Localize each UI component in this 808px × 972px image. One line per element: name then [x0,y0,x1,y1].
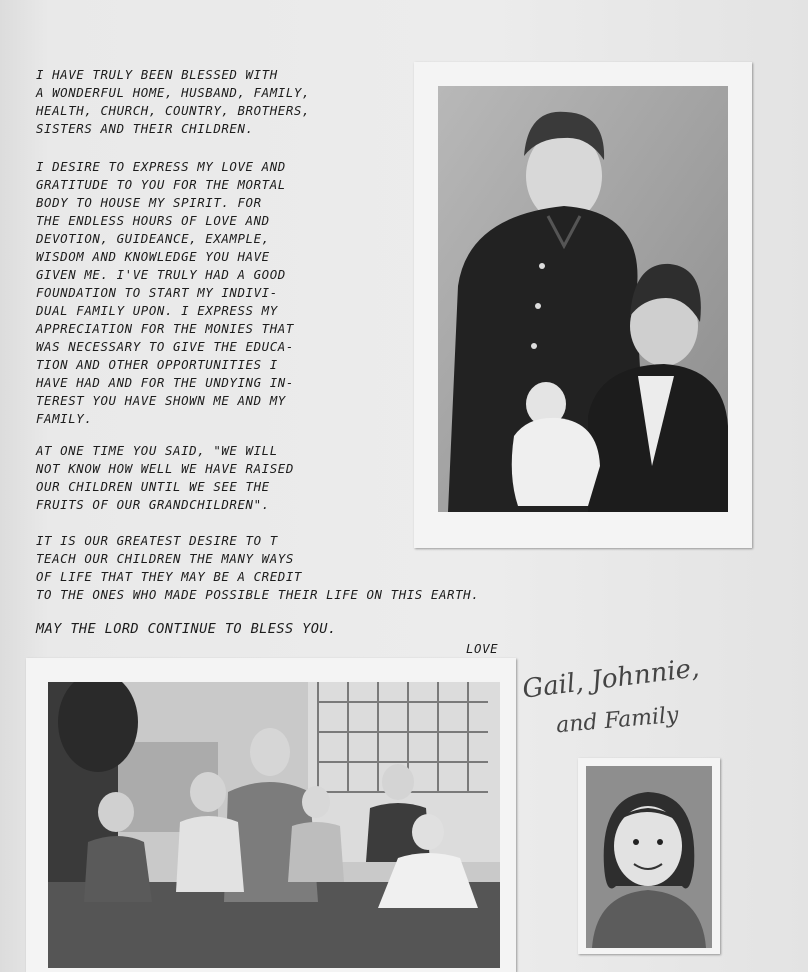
photo-illustration [586,766,712,948]
letter-line: FRUITS OF OUR GRANDCHILDREN". [36,497,270,512]
letter-line: FAMILY. [36,411,93,426]
letter-line: I DESIRE TO EXPRESS MY LOVE AND [36,159,286,174]
letter-paragraph-1 [36,66,310,138]
signature-line-2: and Family [555,702,680,739]
letter-line: TO THE ONES WHO MADE POSSIBLE THEIR LIFE ON THIS EARTH. [36,587,480,602]
letter-line: WISDOM AND KNOWLEDGE YOU HAVE [36,249,270,264]
letter-line: GRATITUDE TO YOU FOR THE MORTAL [36,177,286,192]
letter-line: SISTERS AND THEIR CHILDREN. [36,121,254,136]
letter-line: AT ONE TIME YOU SAID, "WE WILL [36,443,278,458]
letter-line: HAVE HAD AND FOR THE UNDYING IN- [36,375,294,390]
photo-image [438,86,728,512]
letter-line: THE ENDLESS HOURS OF LOVE AND [36,213,270,228]
letter-line: OF LIFE THAT THEY MAY BE A CREDIT [36,569,302,584]
letter-line: WAS NECESSARY TO GIVE THE EDUCA- [36,339,294,354]
letter-line: OUR CHILDREN UNTIL WE SEE THE [36,479,270,494]
letter-paragraph-4 [36,532,479,604]
letter-line: FOUNDATION TO START MY INDIVI- [36,285,278,300]
photo-image [586,766,712,948]
letter-paragraph-2 [36,158,294,428]
letter-line: GIVEN ME. I'VE TRULY HAD A GOOD [36,267,286,282]
letter-line: TION AND OTHER OPPORTUNITIES I [36,357,278,372]
signature-line-1: Gail, Johnnie, [520,653,701,705]
photo-illustration [48,682,500,968]
photo-image [48,682,500,968]
letter-line: IT IS OUR GREATEST DESIRE TO T [36,533,278,548]
couple-with-baby-photo [414,62,752,548]
photo-illustration [438,86,728,512]
letter-line: I HAVE TRULY BEEN BLESSED WITH [36,67,278,82]
grandmother-with-grandchildren-photo [26,658,516,972]
letter-line: HEALTH, CHURCH, COUNTRY, BROTHERS, [36,103,311,118]
letter-line: APPRECIATION FOR THE MONIES THAT [36,321,294,336]
letter-line: DEVOTION, GUIDEANCE, EXAMPLE, [36,231,270,246]
letter-line: NOT KNOW HOW WELL WE HAVE RAISED [36,461,294,476]
blessing-line: MAY THE LORD CONTINUE TO BLESS YOU. [36,621,337,637]
letter-line: TEREST YOU HAVE SHOWN ME AND MY [36,393,286,408]
closing-love: LOVE [466,641,499,656]
letter-line: A WONDERFUL HOME, HUSBAND, FAMILY, [36,85,311,100]
letter-line: BODY TO HOUSE MY SPIRIT. FOR [36,195,262,210]
letter-line: TEACH OUR CHILDREN THE MANY WAYS [36,551,294,566]
girl-portrait-photo [578,758,720,954]
letter-paragraph-3 [36,442,294,514]
letter-line: DUAL FAMILY UPON. I EXPRESS MY [36,303,278,318]
